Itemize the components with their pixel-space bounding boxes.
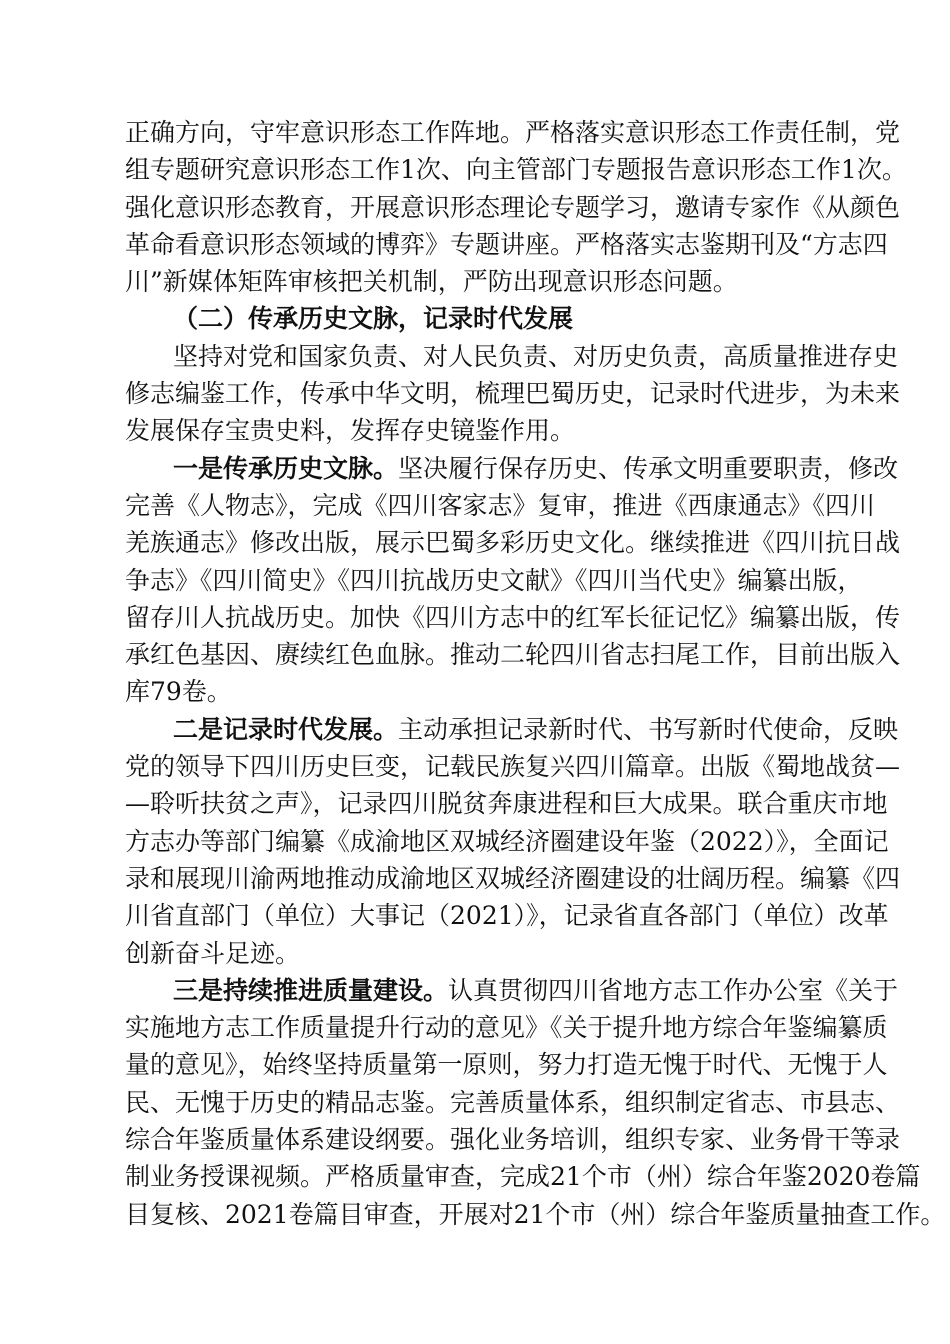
paragraph-line <box>125 412 849 449</box>
paragraph-text: 发展保存宝贵史料，发挥存史镜鉴作用。 <box>125 416 576 446</box>
paragraph-text: 坚持对党和国家负责、对人民负责、对历史负责，高质量推进存史 <box>173 341 899 371</box>
paragraph-text: 完善《人物志》，完成《四川客家志》复审，推进《西康通志》《四川 <box>125 490 876 520</box>
paragraph-line <box>125 263 849 300</box>
paragraph-text: 实施地方志工作质量提升行动的意见》《关于提升地方综合年鉴编纂质 <box>125 1013 888 1043</box>
paragraph-line <box>125 1158 921 1195</box>
paragraph-text: 录和展现川渝两地推动成渝地区双城经济圈建设的壮阔历程。编纂《四 <box>125 863 901 893</box>
paragraph-text: 制业务授课视频。严格质量审查，完成21个市（州）综合年鉴2020卷篇 <box>125 1162 921 1192</box>
paragraph-line <box>125 823 889 860</box>
paragraph-line <box>125 935 849 972</box>
paragraph-text: 羌族通志》修改出版，展示巴蜀多彩历史文化。继续推进《四川抗日战 <box>125 528 901 558</box>
paragraph-text: 党的领导下四川历史巨变，记载民族复兴四川篇章。出版《蜀地战贫— <box>125 752 901 782</box>
paragraph-line <box>125 114 901 151</box>
paragraph-line <box>125 375 901 412</box>
paragraph-lead: 二是记录时代发展。 <box>173 714 399 744</box>
paragraph-text: 综合年鉴质量体系建设纲要。强化业务培训，组织专家、业务骨干等录 <box>125 1125 901 1155</box>
paragraph-text: 修志编鉴工作，传承中华文明，梳理巴蜀历史，记录时代进步，为未来 <box>125 379 901 409</box>
paragraph-line <box>125 897 889 934</box>
paragraph-line <box>125 1009 888 1046</box>
paragraph-line <box>125 636 901 673</box>
paragraph-line <box>125 562 863 599</box>
paragraph-text: 方志办等部门编纂《成渝地区双城经济圈建设年鉴（2022）》，全面记 <box>125 826 889 856</box>
paragraph-line <box>125 599 901 636</box>
paragraph-line <box>125 1084 901 1121</box>
paragraph-text: 正确方向，守牢意识形态工作阵地。严格落实意识形态工作责任制，党 <box>125 118 901 147</box>
paragraph-text: 留存川人抗战历史。加快《四川方志中的红军长征记忆》编纂出版，传 <box>125 602 901 632</box>
paragraph-line <box>125 748 901 785</box>
paragraph-text: 承红色基因、赓续红色血脉。推动二轮四川省志扫尾工作，目前出版入 <box>125 640 901 670</box>
paragraph-line <box>125 1196 946 1233</box>
paragraph-line <box>125 338 899 375</box>
paragraph-line <box>125 226 888 263</box>
paragraph-text: 川”新媒体矩阵审核把关机制，严防出现意识形态问题。 <box>125 267 738 297</box>
paragraph-lead: 一是传承历史文脉。 <box>173 453 399 483</box>
section-heading: （二）传承历史文脉，记录时代发展 <box>173 304 574 334</box>
paragraph-text: 量的意见》，始终坚持质量第一原则，努力打造无愧于时代、无愧于人 <box>125 1050 888 1080</box>
paragraph-text: 认真贯彻四川省地方志工作办公室《关于 <box>448 975 899 1005</box>
paragraph-line <box>125 785 888 822</box>
paragraph-text: 组专题研究意识形态工作1次、向主管部门专题报告意识形态工作1次。 <box>125 155 907 185</box>
paragraph-text: 坚决履行保存历史、传承文明重要职责，修改 <box>398 453 899 483</box>
paragraph-line <box>125 487 876 524</box>
paragraph-text: 主动承担记录新时代、书写新时代使命，反映 <box>398 714 899 744</box>
paragraph-line <box>125 673 849 710</box>
paragraph-text: 民、无愧于历史的精品志鉴。完善质量体系，组织制定省志、市县志、 <box>125 1087 901 1117</box>
paragraph-text: —聆听扶贫之声》，记录四川脱贫奔康进程和巨大成果。联合重庆市地 <box>125 789 888 819</box>
paragraph-line <box>125 1046 888 1083</box>
paragraph-text: 目复核、2021卷篇目审查，开展对21个市（州）综合年鉴质量抽查工作。 <box>125 1199 946 1229</box>
paragraph-text: 川省直部门（单位）大事记（2021）》，记录省直各部门（单位）改革 <box>125 901 889 931</box>
paragraph-line <box>125 450 899 487</box>
paragraph-text: 强化意识形态教育，开展意识形态理论专题学习，邀请专家作《从颜色 <box>125 192 901 222</box>
paragraph-text: 库79卷。 <box>125 677 232 707</box>
paragraph-line <box>125 189 901 226</box>
document-body <box>125 114 946 1233</box>
paragraph-line <box>125 151 907 188</box>
paragraph-line <box>125 972 899 1009</box>
paragraph-text: 革命看意识形态领域的博弈》专题讲座。严格落实志鉴期刊及“方志四 <box>125 229 888 259</box>
paragraph-line <box>125 1121 901 1158</box>
paragraph-text: 争志》《四川简史》《四川抗战历史文献》《四川当代史》编纂出版， <box>125 565 863 595</box>
paragraph-line <box>125 860 901 897</box>
paragraph-line <box>125 711 899 748</box>
paragraph-line <box>125 524 901 561</box>
paragraph-text: 创新奋斗足迹。 <box>125 938 301 968</box>
paragraph-lead: 三是持续推进质量建设。 <box>173 975 449 1005</box>
